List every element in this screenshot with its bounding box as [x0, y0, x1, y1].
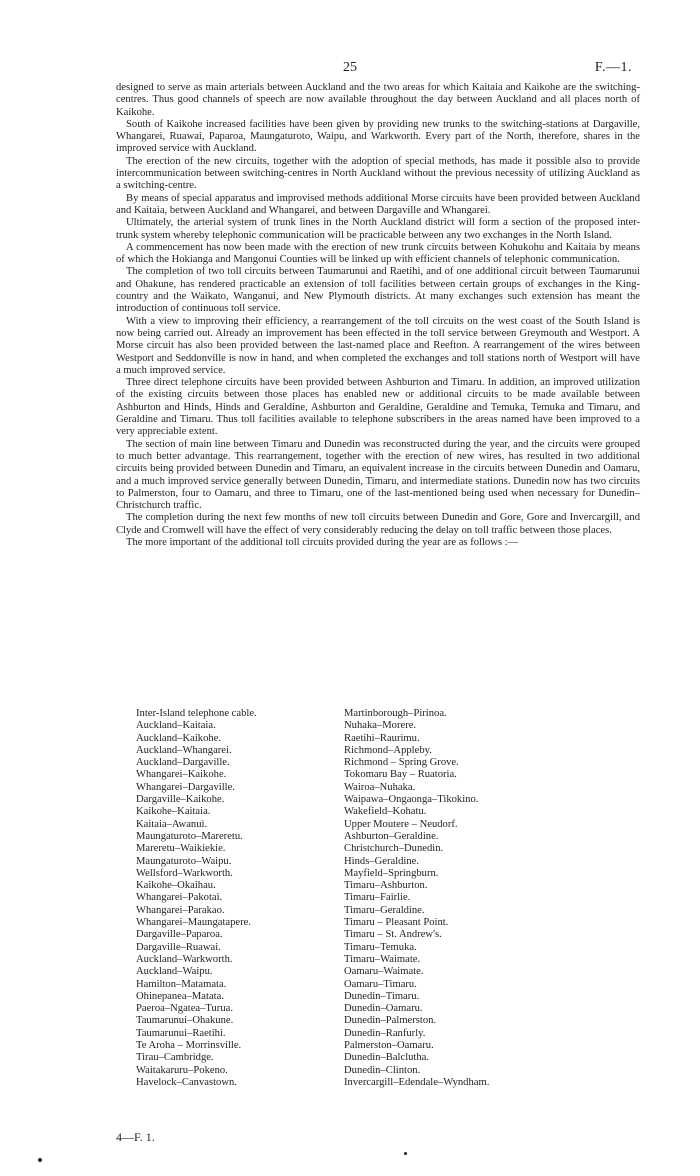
circuit-list-right [344, 708, 636, 1089]
circuit-item: Wellsford–Warkworth. [136, 867, 233, 879]
circuit-item: Whangarei–Maungatapere. [136, 917, 252, 929]
circuit-item: Timaru–Fairlie. [344, 892, 411, 904]
circuit-item: Kaikohe–Kaitaia. [136, 806, 211, 818]
circuit-item: Waitakaruru–Pokeno. [136, 1064, 228, 1076]
circuit-item: Wairoa–Nuhaka. [344, 781, 416, 793]
paragraph: By means of special apparatus and improvised methods additional Morse circuits have been provided between Auckland and Kaitaia, between Auckland and Whangarei, and between Dargaville and Whangarei. [116, 192, 640, 216]
circuit-item: Auckland–Dargaville. [136, 757, 230, 769]
circuit-item: Whangarei–Kaikohe. [136, 769, 227, 781]
circuit-item: Wakefield–Kohatu. [344, 806, 427, 818]
paragraph: South of Kaikohe increased facilities have been given by providing new trunks to the switching-stations at Dargaville, Whangarei, Ruawai, Paparoa, Maungaturoto, Waipu, and Warkworth. Every part of the North, therefore, shares in the improved service with Auckland. [116, 118, 640, 155]
paragraph: With a view to improving their efficiency, a rearrangement of the toll circuits on the west coast of the South Island is now being carried out. Already an improvement has been effected in the toll service between Greymouth and Westport. A Morse circuit has also been provided between the last-named place and Reefton. A rearrangement of the wires between Westport and Seddonville is now in hand, and when completed the exchanges and toll stations north of Westport will have a much improved service. [116, 315, 640, 376]
paragraph: A commencement has now been made with the erection of new trunk circuits between Kohukohu and Kaitaia by means of which the Hokianga and Mangonui Counties will be linked up with efficient channels of telephonic communication. [116, 241, 640, 266]
circuit-item: Palmerston–Oamaru. [344, 1040, 434, 1052]
circuit-item: Whangarei–Pakotai. [136, 892, 223, 904]
circuit-item: Timaru – St. Andrew's. [344, 929, 442, 941]
document-reference: F.—1. [594, 60, 632, 75]
paragraph: designed to serve as main arterials between Auckland and the two areas for which Kaitaia and Kaikohe are the switching-centres. Thus good channels of speech are now available throughout the day between Auckland and all places north of Kaikohe. [116, 82, 640, 118]
circuit-item: Dunedin–Balclutha. [344, 1052, 430, 1064]
circuit-item: Maungaturoto–Mareretu. [136, 830, 243, 842]
circuit-item: Christchurch–Dunedin. [344, 843, 444, 855]
circuit-item: Dunedin–Palmerston. [344, 1015, 437, 1027]
circuit-item: Timaru–Temuka. [344, 941, 417, 953]
circuit-item: Timaru–Ashburton. [344, 880, 428, 892]
paragraph: Three direct telephone circuits have been provided between Ashburton and Timaru. In addition, an improved utilization of the existing circuits between those places has enabled new or additional circuits to be made available between Ashburton and Hinds, Hinds and Geraldine, Ashburton and Geraldine, Geraldine and Temuka, Temuka and Timaru, and Geraldine and Timaru. Thus toll facilities available to telephone subscribers in the areas named have been improved to a very appreciable extent. [116, 377, 640, 438]
circuit-item: Inter-Island telephone cable. [136, 708, 257, 719]
page-number: 25 [343, 60, 357, 75]
circuit-item: Dargaville–Paparoa. [136, 929, 223, 941]
circuit-item: Waipawa–Ongaonga–Tikokino. [344, 794, 479, 806]
circuit-item: Auckland–Warkworth. [136, 953, 233, 965]
paragraph: The erection of the new circuits, together with the adoption of special methods, has made it possible also to provide intercommunication between switching-centres in North Auckland without the previous necessity of utilizing Auckland as a switching-centre. [116, 155, 640, 192]
body-text [116, 82, 640, 549]
circuit-item: Dargaville–Kaikohe. [136, 794, 225, 806]
circuit-item: Nuhaka–Morere. [344, 720, 417, 732]
circuit-item: Timaru–Geraldine. [344, 904, 425, 916]
circuit-item: Hamilton–Matamata. [136, 978, 227, 990]
circuit-item: Kaikohe–Okaihau. [136, 880, 216, 892]
circuit-item: Timaru–Waimate. [344, 953, 421, 965]
circuit-item: Maungaturoto–Waipu. [136, 855, 232, 867]
circuit-item: Kaitaia–Awanui. [136, 818, 208, 830]
circuit-item: Raetihi–Raurimu. [344, 732, 420, 744]
paragraph: The completion during the next few months of new toll circuits between Dunedin and Gore, Gore and Invercargill, and Clyde and Cromwell will have the effect of very considerably reducing the delay on toll traffic between those places. [116, 512, 640, 536]
paragraph: Ultimately, the arterial system of trunk lines in the North Auckland district will form a section of the proposed inter-trunk system whereby telephonic communication will be practicable between any two exchanges in the North Island. [116, 217, 640, 241]
circuit-item: Auckland–Kaitaia. [136, 720, 216, 732]
circuit-item: Taumarunui–Ohakune. [136, 1015, 234, 1027]
circuit-item: Oamaru–Timaru. [344, 978, 417, 990]
circuit-item: Dunedin–Clinton. [344, 1064, 421, 1076]
circuit-item: Ashburton–Geraldine. [344, 830, 439, 842]
circuit-item: Martinborough–Pirinoa. [344, 708, 447, 719]
circuit-item: Whangarei–Parakao. [136, 904, 225, 916]
circuit-item: Mayfield–Springburn. [344, 867, 439, 879]
circuit-item: Hinds–Geraldine. [344, 855, 420, 867]
circuit-item: Richmond – Spring Grove. [344, 757, 459, 769]
stray-mark [38, 1158, 42, 1162]
circuit-item: Timaru – Pleasant Point. [344, 917, 449, 929]
paragraph: The section of main line between Timaru and Dunedin was reconstructed during the year, and the circuits were grouped to much better advantage. This rearrangement, together with the erection of new wires, has resulted in two additional circuits being provided between Dunedin and Timaru, an equivalent increase in the circuits between Dunedin and Oamaru, and a much improved service generally between Dunedin, Timaru, and intermediate stations. Dunedin now has two circuits to Palmerston, four to Oamaru, and three to Timaru, one of the last-mentioned being used when necessary for Dunedin–Christchurch traffic. [116, 438, 640, 512]
circuit-item: Auckland–Kaikohe. [136, 732, 222, 744]
circuit-item: Dunedin–Timaru. [344, 990, 420, 1002]
circuit-item: Richmond–Appleby. [344, 744, 432, 756]
paragraph: The completion of two toll circuits between Taumarunui and Raetihi, and of one additional circuit between Taumarunui and Ohakune, has rendered practicable an extension of toll facilities between certain groups of exchanges in the King-country and the Waikato, Wanganui, and New Plymouth districts. At many exchanges such extension has meant the introduction of continuous toll service. [116, 266, 640, 315]
circuit-item: Taumarunui–Raetihi. [136, 1027, 226, 1039]
circuit-item: Oamaru–Waimate. [344, 966, 424, 978]
circuit-item: Auckland–Waipu. [136, 966, 213, 978]
circuit-item: Dunedin–Ranfurly. [344, 1027, 426, 1039]
circuit-item: Dunedin–Oamaru. [344, 1003, 423, 1015]
circuit-item: Invercargill–Edendale–Wyndham. [344, 1076, 490, 1088]
circuit-item: Dargaville–Ruawai. [136, 941, 221, 953]
circuit-item: Tirau–Cambridge. [136, 1052, 214, 1064]
circuit-item: Havelock–Canvastown. [136, 1076, 237, 1088]
circuit-item: Te Aroha – Morrinsville. [136, 1040, 242, 1052]
circuit-item: Paeroa–Ngatea–Turua. [136, 1003, 233, 1015]
circuit-item: Tokomaru Bay – Ruatoria. [344, 769, 457, 781]
circuit-list-left [136, 708, 336, 1089]
circuit-item: Whangarei–Dargaville. [136, 781, 235, 793]
footer-signature: 4—F. 1. [116, 1130, 155, 1144]
stray-mark [404, 1152, 407, 1155]
circuit-item: Mareretu–Waikiekie. [136, 843, 226, 855]
circuit-item: Upper Moutere – Neudorf. [344, 818, 458, 830]
circuit-item: Auckland–Whangarei. [136, 744, 232, 756]
circuit-item: Ohinepanea–Matata. [136, 990, 224, 1002]
paragraph: The more important of the additional toll circuits provided during the year are as follows :— [126, 536, 519, 548]
